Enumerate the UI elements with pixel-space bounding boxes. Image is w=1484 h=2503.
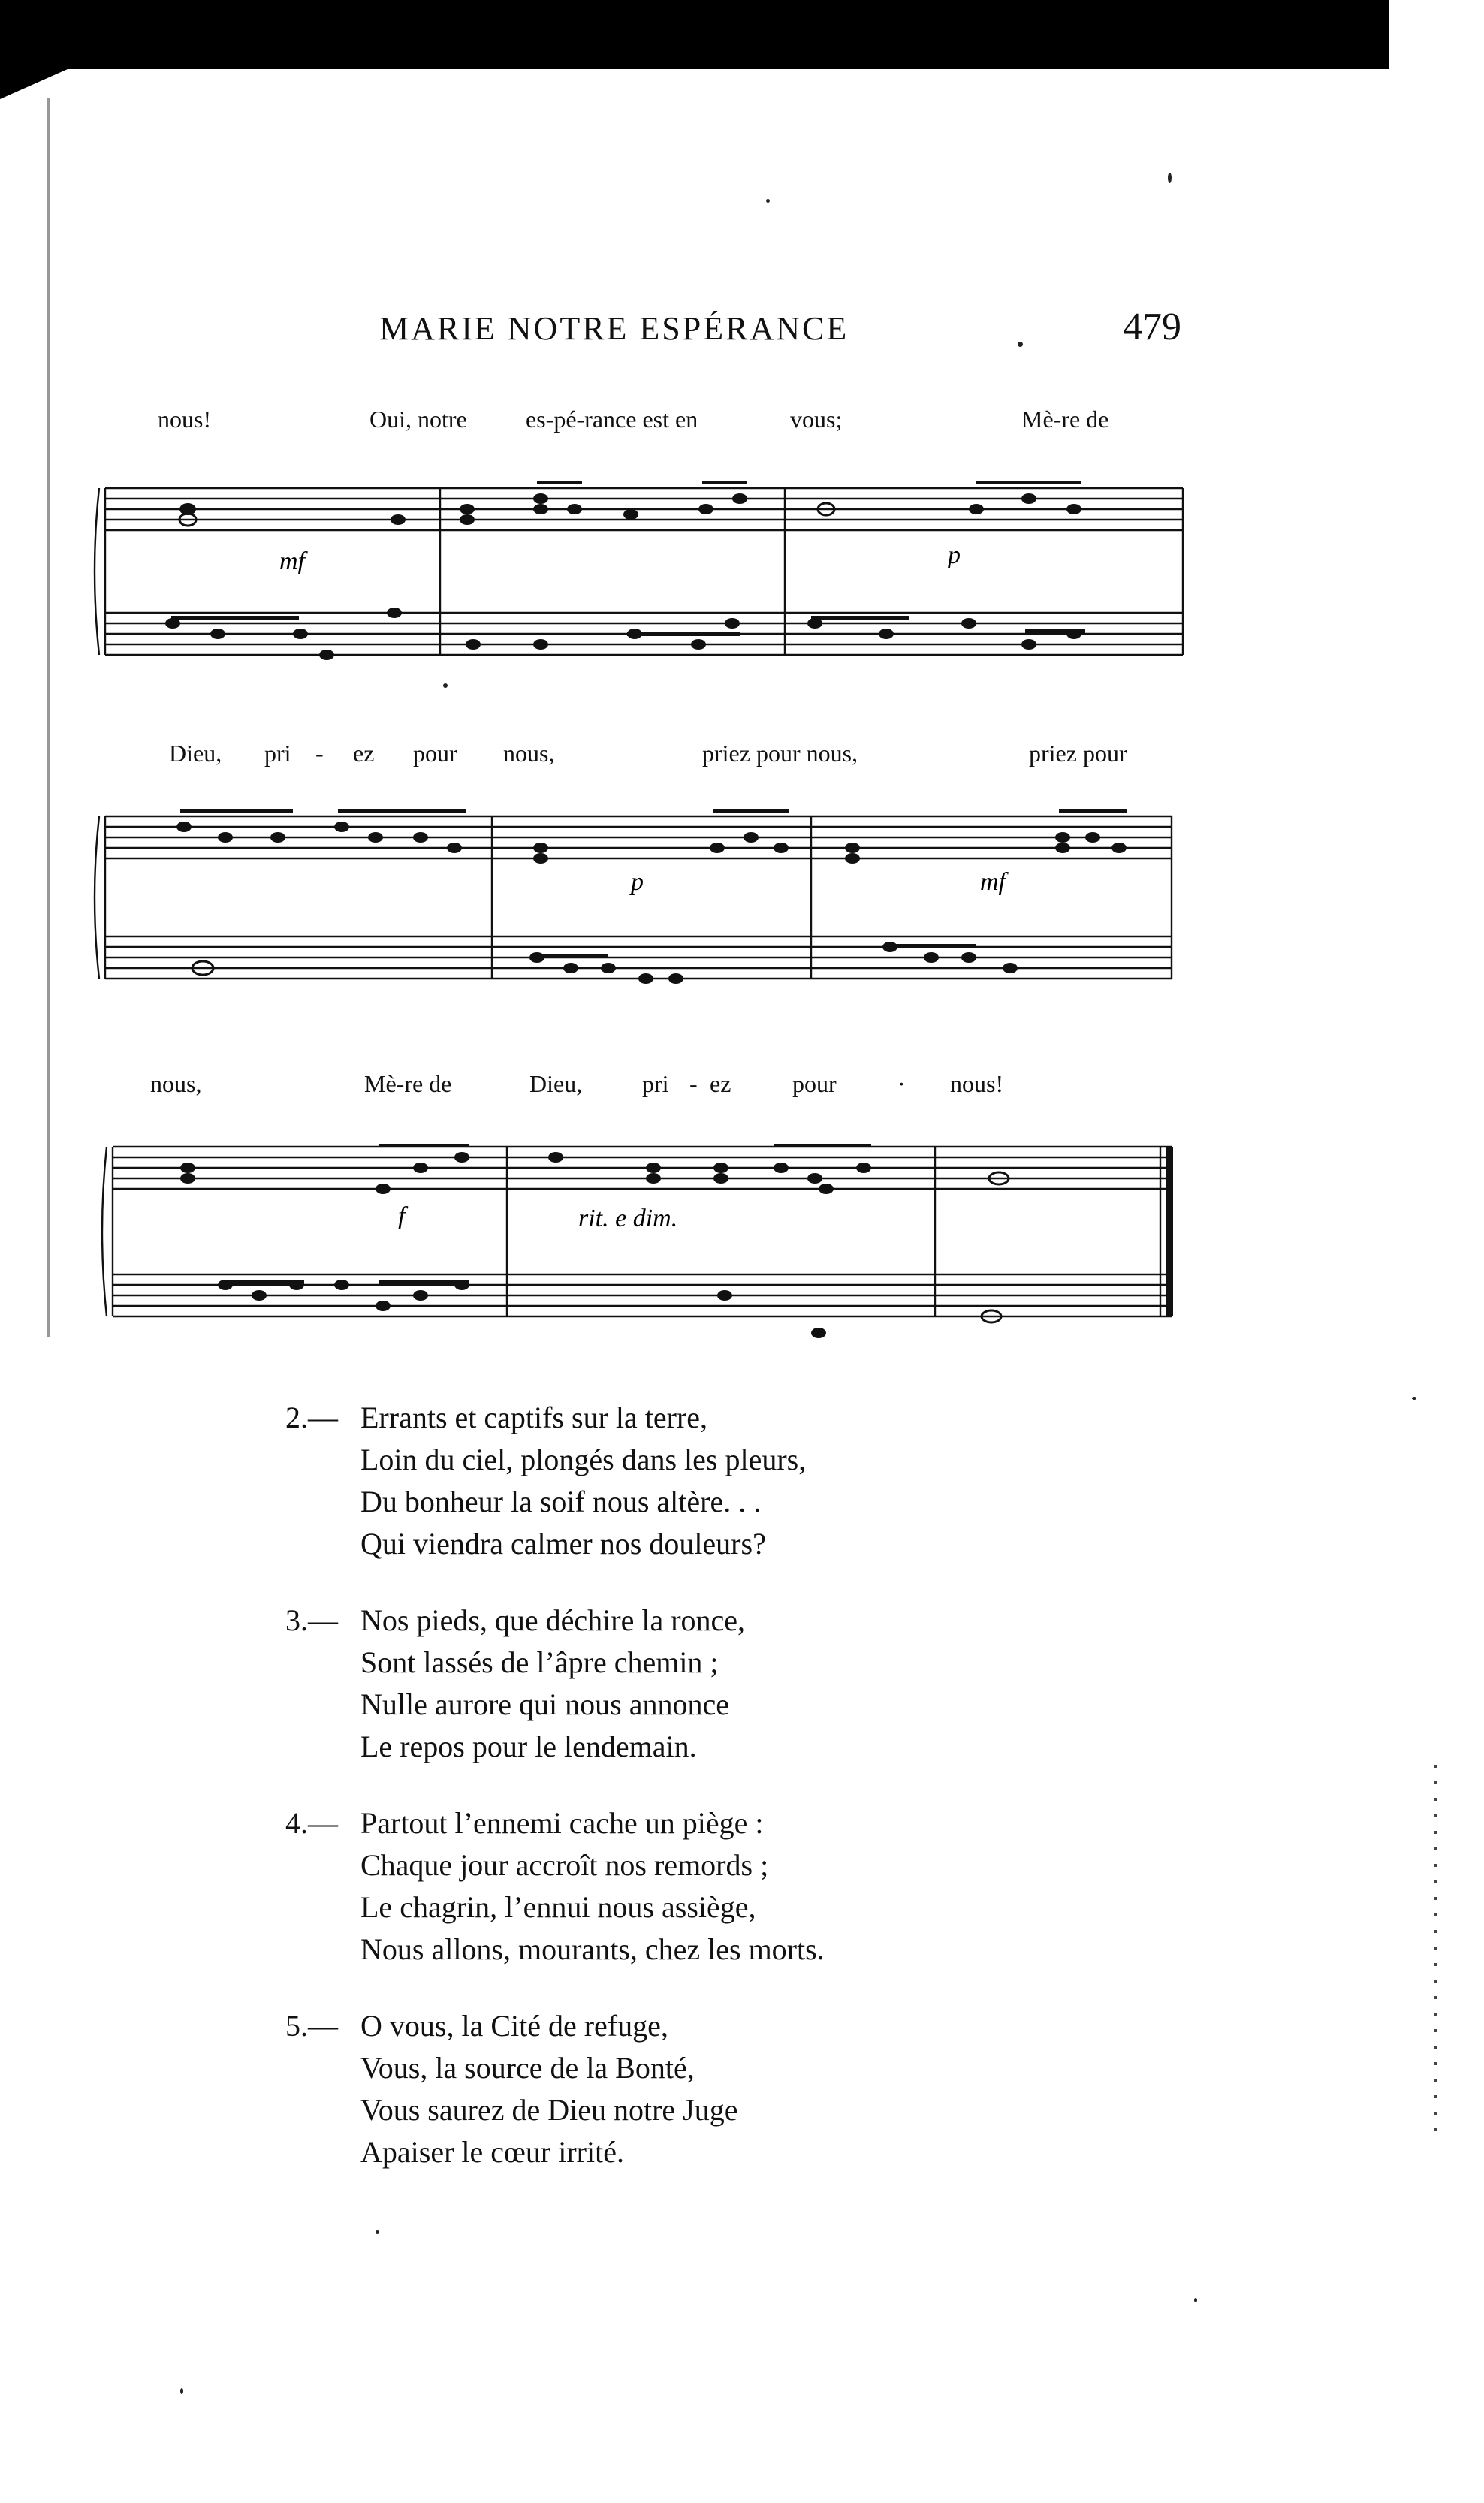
dynamic-mf: mf [980, 868, 1006, 896]
verse-line: Sont lassés de l’âpre chemin ; [360, 1645, 719, 1679]
verse-line: Loin du ciel, plongés dans les pleurs, [360, 1443, 807, 1476]
verse-line: O vous, la Cité de refuge, [360, 2009, 668, 2043]
verse-line: Chaque jour accroît nos remords ; [360, 1848, 769, 1882]
verse-line: Nulle aurore qui nous annonce [360, 1687, 729, 1721]
lyric: Dieu, [529, 1070, 583, 1097]
scan-speck [1412, 1397, 1416, 1400]
lyric: vous; [790, 406, 843, 433]
verse-number: 2.— [285, 1401, 338, 1434]
scan-speck [766, 199, 770, 203]
lyric: nous! [950, 1070, 1004, 1097]
music-system-2 [0, 740, 1484, 1010]
verse-line: Nous allons, mourants, chez les morts. [360, 1932, 825, 1966]
verse-line: Nos pieds, que déchire la ronce, [360, 1603, 746, 1637]
lyric: pri [264, 740, 291, 767]
lyric: ez [710, 1070, 731, 1097]
scan-speck [376, 2230, 379, 2234]
verse-line: Du bonheur la soif nous altère. . . [360, 1485, 762, 1518]
system-3-lyrics [0, 1070, 1484, 1100]
scan-speck [443, 683, 448, 688]
score-system-1 [0, 436, 1484, 706]
lyric: priez pour nous, [702, 740, 858, 767]
verse-line: Le chagrin, l’ennui nous assiège, [360, 1890, 756, 1924]
lyric: ez [353, 740, 375, 767]
stanza [285, 2005, 1187, 2173]
stanza [285, 1397, 1187, 1565]
verse-number: 4.— [285, 1806, 338, 1840]
lyric: nous! [158, 406, 212, 433]
lyric: Oui, notre [369, 406, 467, 433]
page-number: 479 [1123, 306, 1181, 348]
stanza [285, 1802, 1187, 1971]
system-2-lyrics [0, 740, 1484, 770]
verse-line: Qui viendra calmer nos douleurs? [360, 1527, 766, 1561]
scan-speck [1434, 1765, 1437, 2140]
verse-line: Vous, la source de la Bonté, [360, 2051, 695, 2085]
scan-speck [180, 2388, 183, 2394]
verse-line: Le repos pour le lendemain. [360, 1729, 697, 1763]
verse-number: 5.— [285, 2009, 338, 2043]
lyric: - [689, 1070, 698, 1097]
page-header [0, 306, 1484, 354]
lyric: nous, [503, 740, 555, 767]
stanza [285, 1600, 1187, 1768]
lyric: priez pour [1029, 740, 1127, 767]
scan-speck [1018, 342, 1023, 347]
music-system-3 [0, 1070, 1484, 1371]
lyric: Mè-re de [1021, 406, 1109, 433]
page-title: MARIE NOTRE ESPÉRANCE [379, 310, 849, 347]
verses-block [285, 1397, 1187, 2208]
verse-line: Partout l’ennemi cache un piège : [360, 1806, 764, 1840]
score-system-3 [0, 1100, 1484, 1371]
lyric: es-pé-rance est en [526, 406, 698, 433]
dynamic-f: f [398, 1202, 406, 1230]
lyric: pri [642, 1070, 669, 1097]
verse-line: Apaiser le cœur irrité. [360, 2135, 624, 2169]
lyric: - [315, 740, 324, 767]
lyric: · [897, 1070, 906, 1097]
verse-line: Vous saurez de Dieu notre Juge [360, 2093, 738, 2127]
dynamic-p: p [948, 541, 961, 569]
dynamic-p: p [631, 868, 644, 896]
verse-line: Errants et captifs sur la terre, [360, 1401, 708, 1434]
music-system-1 [0, 406, 1484, 691]
system-1-lyrics [0, 406, 1484, 436]
verse-number: 3.— [285, 1603, 338, 1637]
lyric: pour [413, 740, 457, 767]
lyric: Mè-re de [364, 1070, 452, 1097]
lyric: pour [792, 1070, 837, 1097]
score-system-2 [0, 770, 1484, 1025]
scan-speck [1168, 173, 1172, 183]
scan-dark-edge [0, 0, 1389, 69]
lyric: Dieu, [169, 740, 222, 767]
scan-speck [1194, 2298, 1197, 2302]
dynamic-mf: mf [279, 547, 305, 575]
dynamic-rit-e-dim: rit. e dim. [578, 1205, 678, 1232]
lyric: nous, [150, 1070, 202, 1097]
